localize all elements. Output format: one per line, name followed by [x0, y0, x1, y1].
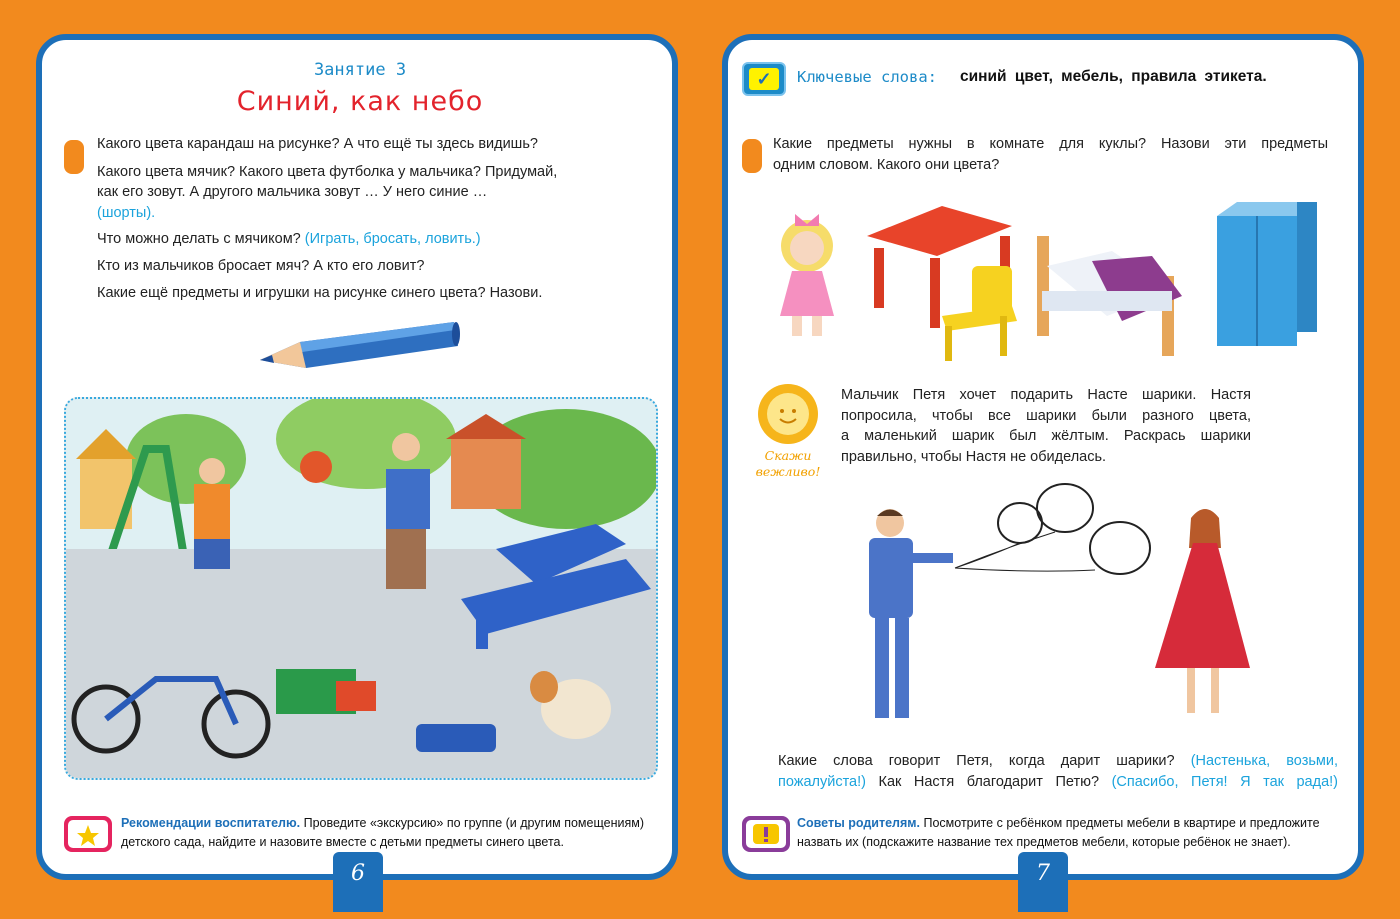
right-question-2	[778, 751, 1338, 772]
lesson-label: Занятие 3	[313, 60, 407, 80]
left-paragraph-1	[97, 134, 647, 223]
footer-body: Посмотрите с ребёнком предметы мебели в квартире и предложите	[923, 816, 1320, 830]
footer-body: Проведите «экскурсию» по группе (и другим помещениям)	[303, 816, 644, 830]
park-scene-illustration	[64, 397, 658, 780]
line: правильно, чтобы Настя не обиделась.	[841, 448, 1107, 465]
say-politely-label	[748, 448, 828, 480]
bullet-marker	[64, 140, 84, 174]
line: попросила, чтобы все шарики были разного цвета,	[841, 407, 1251, 424]
line: а маленький шарик был жёлтым. Раскрась шарики	[841, 428, 1251, 444]
line: как его зовут. А другого мальчика зовут … У него синие …	[97, 184, 488, 200]
exclamation-icon	[742, 816, 790, 852]
footer-title: Советы родителям.	[797, 816, 920, 830]
question: Что можно делать с мячиком?	[97, 231, 301, 247]
star-icon	[64, 816, 112, 852]
answer: (шорты).	[97, 204, 156, 221]
lesson-title: Синий, как небо	[236, 86, 484, 117]
doll-furniture-illustration	[762, 196, 1328, 364]
line: Скажи	[764, 448, 812, 463]
answer: (Настенька, возьми,	[1190, 753, 1339, 769]
boy-girl-balloons-illustration	[855, 478, 1255, 740]
left-question-2	[97, 229, 657, 250]
line: Какого цвета мячик? Какого цвета футболка у мальчика? Придумай,	[97, 163, 558, 180]
footer-body: назвать их (подскажите название тех предметов мебели, которые ребёнок не знает).	[797, 835, 1291, 849]
line: Какого цвета карандаш на рисунке? А что ещё ты здесь видишь?	[97, 136, 538, 152]
question: Какие слова говорит Петя, когда дарит шарики?	[778, 753, 1175, 769]
left-question-3: Кто из мальчиков бросает мяч? А кто его ловит?	[97, 258, 425, 274]
page-number-right: 7	[1018, 852, 1068, 912]
left-footer-text	[121, 814, 666, 852]
question: Как Настя благодарит Петю?	[878, 774, 1100, 790]
answer: (Спасибо, Петя! Я так рада!)	[1111, 774, 1339, 790]
pencil-icon	[256, 320, 462, 368]
right-footer-text	[797, 814, 1342, 852]
answer: (Играть, бросать, ловить.)	[304, 231, 481, 247]
story-text	[841, 385, 1251, 467]
answer: пожалуйста!)	[778, 774, 866, 790]
left-question-4: Какие ещё предметы и игрушки на рисунке синего цвета? Назови.	[97, 285, 543, 301]
sun-icon	[756, 382, 820, 446]
page-number-left: 6	[333, 852, 383, 912]
keywords-value: синий цвет, мебель, правила этикета.	[960, 68, 1267, 85]
checkmark-icon: ✓	[742, 62, 786, 96]
book-spine	[678, 0, 722, 919]
bullet-marker	[742, 139, 762, 173]
keywords-label: Ключевые слова:	[797, 68, 937, 86]
line: вежливо!	[755, 464, 821, 479]
right-question-1	[773, 134, 1328, 175]
line: одним словом. Какого они цвета?	[773, 156, 1000, 173]
footer-body: детского сада, найдите и назовите вместе с детьми предметы синего цвета.	[121, 835, 564, 849]
footer-title: Рекомендации воспитателю.	[121, 816, 301, 830]
line: Какие предметы нужны в комнате для куклы? Назови эти предметы	[773, 136, 1328, 152]
line: Мальчик Петя хочет подарить Насте шарики. Настя	[841, 387, 1251, 403]
right-question-2-cont	[778, 772, 1338, 793]
